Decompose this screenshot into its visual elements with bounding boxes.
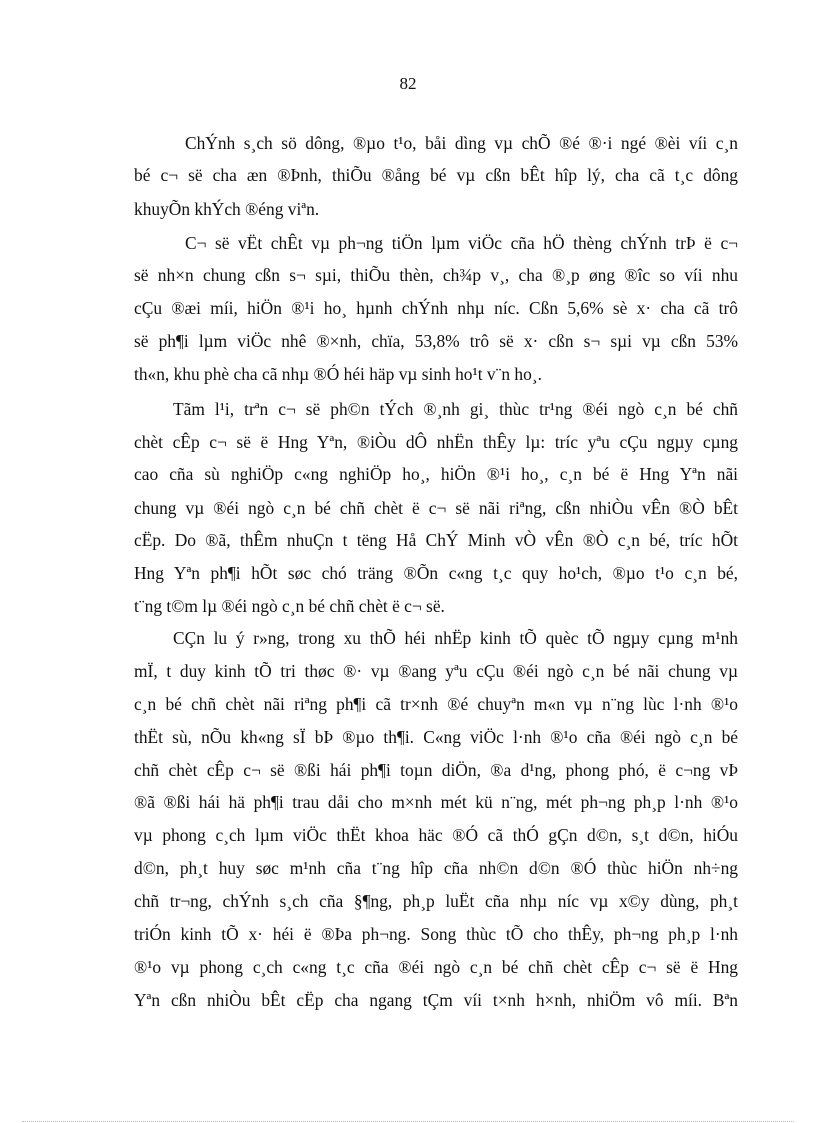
- paragraph-line: CÇn lu ý r»ng, trong xu thÕ héi nhËp kinh tÕ quèc tÕ ngµy cµng m¹nh: [173, 628, 738, 648]
- paragraph-line: ChÝnh s¸ch sö dông, ®µo t¹o, båi dìng vµ chÕ ®é ®·i ngé ®èi víi c¸n: [185, 133, 738, 153]
- page-bottom-divider: [22, 1121, 794, 1122]
- paragraph-line: së nh×n chung cßn s¬ sµi, thiÕu thèn, ch¾p v¸, cha ®¸p øng ®îc so víi nhu: [134, 265, 738, 285]
- paragraph-line: cËp. Do ®ã, thÊm nhuÇn t tëng Hå ChÝ Minh vÒ vÊn ®Ò c¸n bé, tríc hÕt: [134, 530, 738, 550]
- paragraph-line: thËt sù, nÕu kh«ng sÏ bÞ ®µo th¶i. C«ng viÖc l·nh ®¹o cña ®éi ngò c¸n bé: [134, 727, 738, 747]
- paragraph-line: vµ phong c¸ch lµm viÖc thËt khoa häc ®Ó cã thÓ gÇn d©n, s¸t d©n, hiÓu: [134, 825, 738, 845]
- paragraph-line: khuyÕn khÝch ®éng viªn.: [134, 199, 320, 219]
- paragraph-line: chèt cÊp c¬ së ë Hng Yªn, ®iÒu dÔ nhËn thÊy lµ: tríc yªu cÇu ngµy cµng: [134, 432, 738, 452]
- paragraph-line: cÇu ®æi míi, hiÖn ®¹i ho¸ hµnh chÝnh nhµ níc. Cßn 5,6% sè x· cha cã trô: [134, 298, 738, 318]
- paragraph-line: triÓn kinh tÕ x· héi ë ®Þa ph¬ng. Song thùc tÕ cho thÊy, ph¬ng ph¸p l·nh: [134, 924, 738, 944]
- paragraph-line: d©n, ph¸t huy søc m¹nh cña t¨ng hîp cña nh©n d©n ®Ó thùc hiÖn nh÷ng: [134, 858, 738, 878]
- paragraph-line: t¨ng t©m lµ ®éi ngò c¸n bé chñ chèt ë c¬ së.: [134, 596, 445, 616]
- paragraph-line: Tãm l¹i, trªn c¬ së ph©n tÝch ®¸nh gi¸ thùc tr¹ng ®éi ngò c¸n bé chñ: [173, 399, 738, 419]
- paragraph-line: chñ tr¬ng, chÝnh s¸ch cña §¶ng, ph¸p luËt cña nhµ níc vµ x©y dùng, ph¸t: [134, 891, 738, 911]
- paragraph-line: bé c¬ së cha æn ®Þnh, thiÕu ®ång bé vµ cßn bÊt hîp lý, cha cã t¸c dông: [134, 165, 738, 185]
- paragraph-line: c¸n bé chñ chèt nãi riªng ph¶i cã tr×nh ®é chuyªn m«n vµ n¨ng lùc l·nh ®¹o: [134, 694, 738, 714]
- paragraph-line: mÏ, t duy kinh tÕ tri thøc ®· vµ ®ang yªu cÇu ®éi ngò c¸n bé nãi chung vµ: [134, 661, 738, 681]
- paragraph-line: cao cña sù nghiÖp c«ng nghiÖp ho¸, hiÖn ®¹i ho¸, c¸n bé ë Hng Yªn nãi: [134, 464, 738, 484]
- paragraph-line: chung vµ ®éi ngò c¸n bé chñ chèt ë c¬ së nãi riªng, cßn nhiÒu vÊn ®Ò bÊt: [134, 498, 738, 518]
- page-number: 82: [399, 74, 417, 93]
- paragraph-line: C¬ së vËt chÊt vµ ph¬ng tiÖn lµm viÖc cña hÖ thèng chÝnh trÞ ë c¬: [185, 233, 738, 253]
- paragraph-line: Yªn cßn nhiÒu bÊt cËp cha ngang tÇm víi t×nh h×nh, nhiÖm vô míi. Bªn: [134, 990, 738, 1010]
- paragraph-line: ®¹o vµ phong c¸ch c«ng t¸c cña ®éi ngò c¸n bé chñ chèt cÊp c¬ së ë Hng: [134, 957, 738, 977]
- paragraph-line: chñ chèt cÊp c¬ së ®ßi hái ph¶i toµn diÖn, ®a d¹ng, phong phó, ë c¬ng vÞ: [134, 760, 738, 780]
- paragraph-line: Hng Yªn ph¶i hÕt søc chó träng ®Õn c«ng t¸c quy ho¹ch, ®µo t¹o c¸n bé,: [134, 563, 738, 583]
- paragraph-line: th«n, khu phè cha cã nhµ ®Ó héi häp vµ sinh ho¹t v¨n ho¸.: [134, 364, 542, 384]
- paragraph-line: ®ã ®ßi hái hä ph¶i trau dåi cho m×nh mét kü n¨ng, mét ph¬ng ph¸p l·nh ®¹o: [134, 792, 738, 812]
- paragraph-line: së ph¶i lµm viÖc nhê ®×nh, chïa, 53,8% trô së x· cßn s¬ sµi vµ cßn 53%: [134, 331, 738, 351]
